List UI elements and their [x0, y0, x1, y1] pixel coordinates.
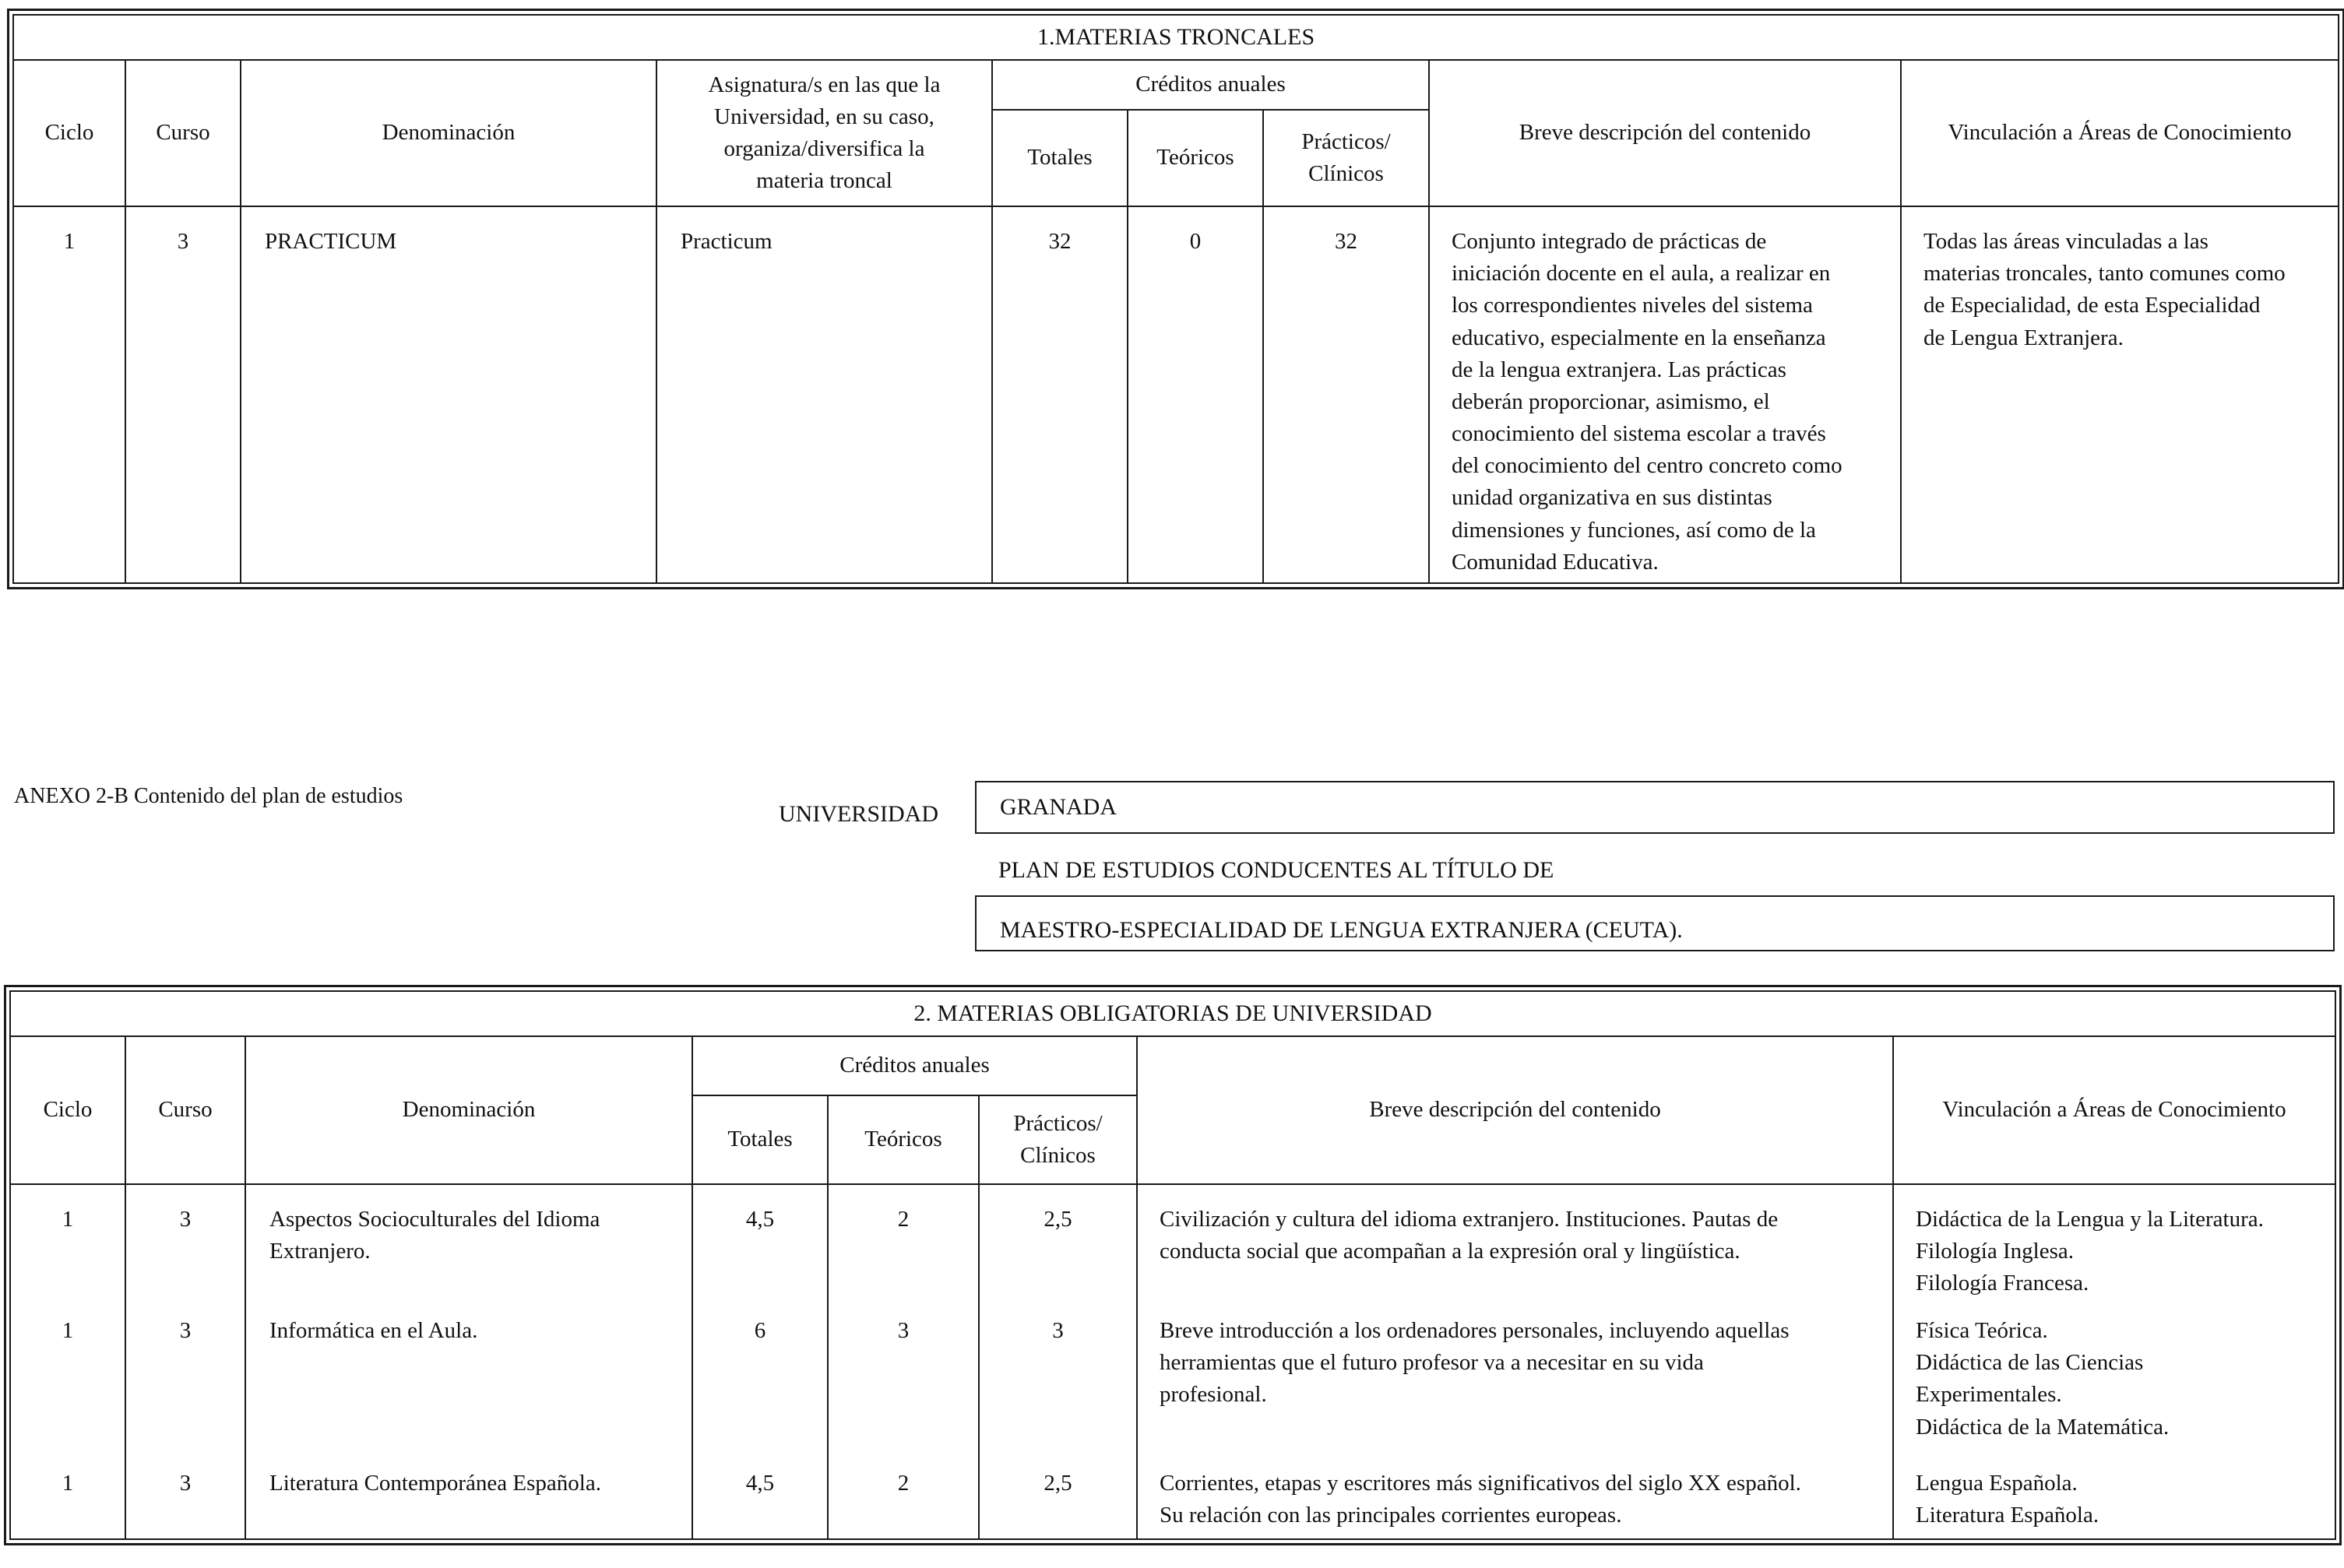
row-denominacion [245, 1304, 692, 1457]
descripcion-line: deberán proporcionar, asimismo, el [1452, 388, 1770, 414]
denominacion-line: Aspectos Socioculturales del Idioma [269, 1207, 600, 1232]
header-asignatura-line: materia troncal [756, 168, 892, 194]
header-creditos: Créditos anuales [992, 60, 1429, 110]
header-totales: Totales [992, 110, 1128, 206]
section-title: 1.MATERIAS TRONCALES [13, 15, 2339, 60]
row-denominacion: PRACTICUM [241, 206, 656, 583]
vinculacion-line: Didáctica de la Matemática. [1916, 1414, 2170, 1440]
row-practicos: 32 [1263, 206, 1429, 583]
row-practicos: 2,5 [979, 1184, 1137, 1304]
vinculacion-line: de Especialidad, de esta Especialidad [1923, 293, 2261, 318]
table-row [10, 1304, 2335, 1457]
row-practicos: 2,5 [979, 1457, 1137, 1539]
header-practicos-line: Clínicos [1308, 161, 1384, 186]
descripcion-line: Su relación con las principales corrientes europeas. [1160, 1503, 1622, 1528]
descripcion-line: herramientas que el futuro profesor va a necesitar en su vida [1160, 1350, 1704, 1376]
row-totales: 4,5 [692, 1184, 828, 1304]
descripcion-line: los correspondientes niveles del sistema [1452, 293, 1813, 318]
section-title: 2. MATERIAS OBLIGATORIAS DE UNIVERSIDAD [10, 991, 2335, 1036]
descripcion-line: profesional. [1160, 1382, 1267, 1408]
header-asignatura-line: organiza/diversifica la [723, 136, 925, 161]
descripcion-line: Breve introducción a los ordenadores personales, incluyendo aquellas [1160, 1318, 1790, 1343]
descripcion-line: Comunidad Educativa. [1452, 549, 1659, 575]
header-descripcion: Breve descripción del contenido [1137, 1036, 1893, 1184]
header-curso: Curso [125, 60, 241, 206]
header-denominacion: Denominación [245, 1036, 692, 1184]
vinculacion-line: materias troncales, tanto comunes como [1923, 261, 2286, 287]
row-totales: 32 [992, 206, 1128, 583]
header-teoricos: Teóricos [1128, 110, 1263, 206]
descripcion-line: conducta social que acompañan a la expresión oral y lingüística. [1160, 1239, 1740, 1264]
row-curso: 3 [125, 206, 241, 583]
header-practicos [1263, 110, 1429, 206]
descripcion-line: iniciación docente en el aula, a realizar en [1452, 261, 1831, 287]
row-descripcion [1429, 206, 1901, 583]
vinculacion-line: Filología Inglesa. [1916, 1239, 2074, 1264]
row-descripcion [1137, 1304, 1893, 1457]
row-curso: 3 [125, 1457, 245, 1539]
descripcion-line: conocimiento del sistema escolar a través [1452, 421, 1826, 447]
vinculacion-line: Lengua Española. [1916, 1471, 2078, 1496]
header-ciclo: Ciclo [13, 60, 125, 206]
header-vinculacion: Vinculación a Áreas de Conocimiento [1901, 60, 2339, 206]
descripcion-line: Corrientes, etapas y escritores más significativos del siglo XX español. [1160, 1471, 1801, 1496]
vinculacion-line: Filología Francesa. [1916, 1271, 2089, 1296]
row-ciclo: 1 [10, 1457, 125, 1539]
vinculacion-line: Física Teórica. [1916, 1318, 2048, 1343]
descripcion-line: Conjunto integrado de prácticas de [1452, 229, 1767, 254]
row-ciclo: 1 [10, 1304, 125, 1457]
row-descripcion [1137, 1184, 1893, 1304]
row-teoricos: 2 [828, 1184, 979, 1304]
row-teoricos: 3 [828, 1304, 979, 1457]
vinculacion-line: Todas las áreas vinculadas a las [1923, 229, 2208, 254]
vinculacion-line: Didáctica de las Ciencias [1916, 1350, 2144, 1376]
header-asignatura [656, 60, 992, 206]
row-ciclo: 1 [10, 1184, 125, 1304]
denominacion-line: Literatura Contemporánea Española. [269, 1471, 601, 1496]
row-curso: 3 [125, 1184, 245, 1304]
descripcion-line: de la lengua extranjera. Las prácticas [1452, 357, 1786, 382]
header-practicos [979, 1095, 1137, 1184]
vinculacion-line: Literatura Española. [1916, 1503, 2099, 1528]
row-denominacion [245, 1457, 692, 1539]
row-totales: 6 [692, 1304, 828, 1457]
descripcion-line: Civilización y cultura del idioma extranjero. Instituciones. Pautas de [1160, 1207, 1779, 1232]
row-totales: 4,5 [692, 1457, 828, 1539]
row-curso: 3 [125, 1304, 245, 1457]
row-descripcion [1137, 1457, 1893, 1539]
vinculacion-line: de Lengua Extranjera. [1923, 325, 2124, 350]
plan-label: PLAN DE ESTUDIOS CONDUCENTES AL TÍTULO DE [998, 857, 1554, 883]
header-descripcion: Breve descripción del contenido [1429, 60, 1901, 206]
header-teoricos: Teóricos [828, 1095, 979, 1184]
troncales-table [12, 14, 2339, 584]
header-asignatura-line: Universidad, en su caso, [714, 104, 934, 129]
vinculacion-line: Didáctica de la Lengua y la Literatura. [1916, 1207, 2264, 1232]
row-vinculacion [1893, 1457, 2335, 1539]
header-asignatura-line: Asignatura/s en las que la [708, 72, 941, 97]
annex-label: ANEXO 2-B Contenido del plan de estudios [14, 784, 403, 808]
header-denominacion: Denominación [241, 60, 656, 206]
vinculacion-line: Experimentales. [1916, 1382, 2062, 1408]
header-vinculacion: Vinculación a Áreas de Conocimiento [1893, 1036, 2335, 1184]
row-practicos: 3 [979, 1304, 1137, 1457]
descripcion-line: unidad organizativa en sus distintas [1452, 485, 1772, 511]
header-ciclo: Ciclo [10, 1036, 125, 1184]
row-denominacion [245, 1184, 692, 1304]
descripcion-line: dimensiones y funciones, así como de la [1452, 517, 1816, 543]
row-teoricos: 2 [828, 1457, 979, 1539]
table-row [10, 1457, 2335, 1539]
plan-value: MAESTRO-ESPECIALIDAD DE LENGUA EXTRANJERA (CEUTA). [975, 895, 2335, 951]
header-totales: Totales [692, 1095, 828, 1184]
row-ciclo: 1 [13, 206, 125, 583]
denominacion-line: Extranjero. [269, 1239, 371, 1264]
row-vinculacion [1893, 1184, 2335, 1304]
row-vinculacion [1893, 1304, 2335, 1457]
denominacion-line: Informática en el Aula. [269, 1318, 478, 1343]
header-practicos-line: Clínicos [1020, 1143, 1096, 1168]
universidad-label: UNIVERSIDAD [779, 801, 938, 827]
row-teoricos: 0 [1128, 206, 1263, 583]
descripcion-line: educativo, especialmente en la enseñanza [1452, 325, 1826, 350]
universidad-value: GRANADA [975, 781, 2335, 834]
header-curso: Curso [125, 1036, 245, 1184]
table-row [10, 1184, 2335, 1304]
header-creditos: Créditos anuales [692, 1036, 1137, 1095]
descripcion-line: del conocimiento del centro concreto como [1452, 453, 1842, 479]
row-asignatura: Practicum [656, 206, 992, 583]
row-vinculacion [1901, 206, 2339, 583]
header-practicos-line: Prácticos/ [1301, 128, 1391, 154]
obligatorias-table [9, 990, 2336, 1540]
header-practicos-line: Prácticos/ [1013, 1110, 1103, 1136]
